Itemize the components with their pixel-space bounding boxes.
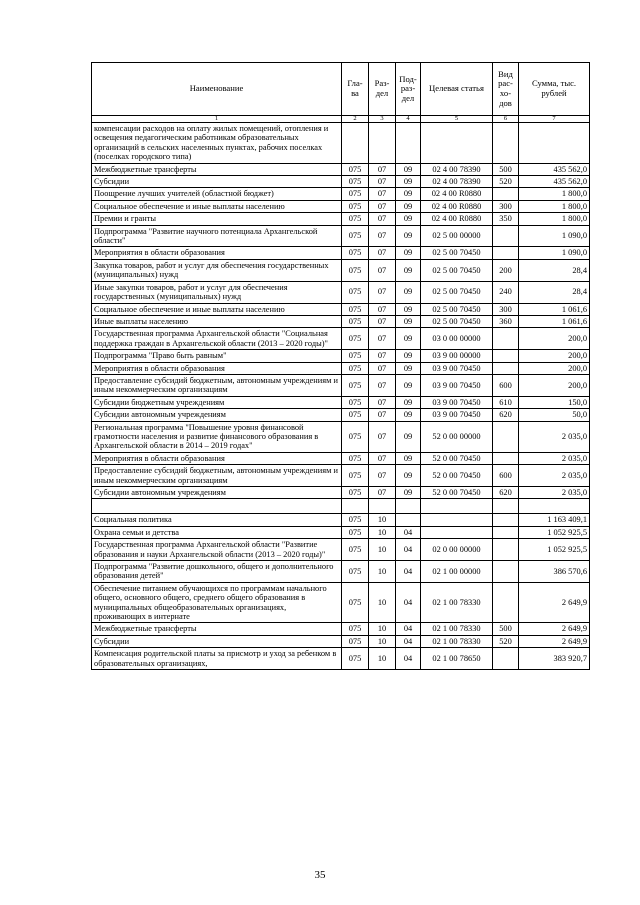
row-sum-cell: 1 800,0 [519,213,590,225]
row-podrazdel-cell: 09 [396,200,421,212]
header-name: Наименование [92,63,342,116]
row-vid-cell: 520 [493,635,519,647]
table-row [92,303,590,315]
row-glava-cell: 075 [342,176,369,188]
row-vid-cell: 600 [493,374,519,396]
table-row [92,350,590,362]
row-glava-cell: 075 [342,487,369,499]
row-sum-cell: 1 061,6 [519,315,590,327]
row-name-cell: Социальное обеспечение и иные выплаты населению [92,303,342,315]
row-target-cell: 03 9 00 70450 [421,396,493,408]
table-row [92,188,590,200]
row-podrazdel-cell: 04 [396,635,421,647]
row-target-cell: 02 4 00 78390 [421,163,493,175]
row-vid-cell [493,225,519,247]
row-glava-cell: 075 [342,635,369,647]
row-razdel-cell: 07 [369,315,396,327]
row-vid-cell [493,421,519,452]
row-name-cell: Компенсация родительской платы за присмотр и уход за ребенком в образовательных организациях, [92,648,342,670]
row-razdel-cell: 10 [369,526,396,538]
row-razdel-cell: 07 [369,247,396,259]
row-podrazdel-cell: 09 [396,409,421,421]
row-vid-cell [493,514,519,526]
row-target-cell: 03 9 00 70450 [421,409,493,421]
row-vid-cell: 620 [493,487,519,499]
row-vid-cell: 600 [493,465,519,487]
row-glava-cell: 075 [342,225,369,247]
row-glava-cell: 075 [342,582,369,623]
table-row [92,281,590,303]
row-glava-cell: 075 [342,328,369,350]
row-razdel-cell: 07 [369,163,396,175]
row-target-cell: 03 0 00 00000 [421,328,493,350]
row-sum-cell [519,499,590,514]
row-podrazdel-cell: 09 [396,421,421,452]
row-vid-cell [493,350,519,362]
row-glava-cell: 075 [342,315,369,327]
row-name-cell: Субсидии автономным учреждениям [92,409,342,421]
header-sum: Сумма, тыс. рублей [519,63,590,116]
row-vid-cell [493,247,519,259]
row-podrazdel-cell: 09 [396,465,421,487]
table-row [92,374,590,396]
row-sum-cell: 200,0 [519,350,590,362]
row-name-cell: Социальное обеспечение и иные выплаты населению [92,200,342,212]
row-glava-cell: 075 [342,452,369,464]
row-vid-cell: 200 [493,259,519,281]
row-target-cell: 52 0 00 70450 [421,452,493,464]
row-target-cell: 02 5 00 70450 [421,247,493,259]
row-target-cell [421,514,493,526]
row-sum-cell: 200,0 [519,374,590,396]
row-podrazdel-cell: 04 [396,539,421,561]
column-number: 5 [421,116,493,123]
row-target-cell: 02 4 00 78390 [421,176,493,188]
row-podrazdel-cell: 09 [396,452,421,464]
row-sum-cell: 150,0 [519,396,590,408]
row-podrazdel-cell [396,514,421,526]
column-number-row [92,116,590,123]
row-vid-cell: 520 [493,176,519,188]
row-razdel-cell: 07 [369,396,396,408]
row-vid-cell: 500 [493,623,519,635]
table-row [92,409,590,421]
row-name-cell: Премии и гранты [92,213,342,225]
row-sum-cell: 435 562,0 [519,176,590,188]
header-glava: Гла-ва [342,63,369,116]
row-glava-cell: 075 [342,200,369,212]
row-sum-cell: 383 920,7 [519,648,590,670]
row-name-cell: Поощрение лучших учителей (областной бюджет) [92,188,342,200]
table-row [92,163,590,175]
row-podrazdel-cell: 09 [396,328,421,350]
row-razdel-cell: 07 [369,176,396,188]
row-glava-cell: 075 [342,350,369,362]
row-glava-cell: 075 [342,247,369,259]
row-target-cell: 03 9 00 70450 [421,362,493,374]
table-row [92,123,590,164]
row-name-cell: Субсидии бюджетным учреждениям [92,396,342,408]
row-vid-cell: 240 [493,281,519,303]
row-glava-cell [342,123,369,164]
row-sum-cell: 200,0 [519,328,590,350]
column-number: 1 [92,116,342,123]
row-razdel-cell: 07 [369,328,396,350]
table-row [92,526,590,538]
table-row [92,396,590,408]
row-sum-cell: 1 052 925,5 [519,539,590,561]
row-podrazdel-cell: 04 [396,582,421,623]
row-name-cell: Межбюджетные трансферты [92,623,342,635]
header-podrazdel: Под-раз-дел [396,63,421,116]
row-razdel-cell: 10 [369,582,396,623]
row-target-cell [421,526,493,538]
row-target-cell: 52 0 00 70450 [421,487,493,499]
row-podrazdel-cell: 09 [396,247,421,259]
row-sum-cell: 1 163 409,1 [519,514,590,526]
row-name-cell: Мероприятия в области образования [92,362,342,374]
row-sum-cell: 435 562,0 [519,163,590,175]
row-vid-cell [493,582,519,623]
row-target-cell: 03 9 00 00000 [421,350,493,362]
row-glava-cell: 075 [342,539,369,561]
row-razdel-cell [369,499,396,514]
table-row [92,176,590,188]
row-sum-cell: 50,0 [519,409,590,421]
row-sum-cell: 2 035,0 [519,487,590,499]
budget-table [91,62,590,670]
row-name-cell: Предоставление субсидий бюджетным, автономным учреждениям и иным некоммерческим организациям [92,465,342,487]
row-name-cell: Региональная программа "Повышение уровня финансовой грамотности населения и развитие финансового образования в Архангельской области в 2014 – 2019 годах" [92,421,342,452]
row-vid-cell [493,526,519,538]
row-vid-cell [493,123,519,164]
row-sum-cell: 2 649,9 [519,582,590,623]
table-row [92,328,590,350]
row-target-cell: 02 1 00 78650 [421,648,493,670]
row-razdel-cell: 10 [369,514,396,526]
row-name-cell [92,499,342,514]
row-razdel-cell: 07 [369,487,396,499]
row-podrazdel-cell: 04 [396,623,421,635]
row-name-cell: Государственная программа Архангельской области "Социальная поддержка граждан в Архангельской области (2013 – 2020 годы)" [92,328,342,350]
row-vid-cell: 300 [493,200,519,212]
table-row [92,421,590,452]
table-row [92,514,590,526]
row-razdel-cell: 07 [369,465,396,487]
table-row [92,465,590,487]
row-glava-cell: 075 [342,396,369,408]
row-podrazdel-cell [396,123,421,164]
row-vid-cell: 350 [493,213,519,225]
table-row [92,225,590,247]
row-razdel-cell: 07 [369,452,396,464]
row-sum-cell: 2 035,0 [519,465,590,487]
row-name-cell: компенсации расходов на оплату жилых помещений, отопления и освещения педагогическим работникам образовательных организаций в сельских населенных пунктах, рабочих поселках (поселках городского типа) [92,123,342,164]
row-razdel-cell [369,123,396,164]
row-glava-cell: 075 [342,526,369,538]
row-target-cell [421,123,493,164]
row-glava-cell: 075 [342,213,369,225]
row-razdel-cell: 07 [369,409,396,421]
row-sum-cell: 28,4 [519,259,590,281]
row-name-cell: Обеспечение питанием обучающихся по программам начального общего, основного общего, среднего общего образования в муниципальных общеобразовательных организациях, проживающих в интернате [92,582,342,623]
row-glava-cell: 075 [342,362,369,374]
table-row [92,200,590,212]
row-podrazdel-cell: 09 [396,188,421,200]
row-razdel-cell: 07 [369,421,396,452]
row-target-cell: 02 5 00 70450 [421,259,493,281]
table-row [92,623,590,635]
row-name-cell: Иные выплаты населению [92,315,342,327]
row-razdel-cell: 10 [369,561,396,583]
table-row [92,561,590,583]
row-sum-cell: 1 800,0 [519,200,590,212]
row-razdel-cell: 10 [369,623,396,635]
row-name-cell: Мероприятия в области образования [92,452,342,464]
row-vid-cell [493,561,519,583]
row-podrazdel-cell: 04 [396,561,421,583]
row-sum-cell: 1 052 925,5 [519,526,590,538]
row-razdel-cell: 07 [369,225,396,247]
row-podrazdel-cell: 09 [396,176,421,188]
row-target-cell [421,499,493,514]
row-glava-cell: 075 [342,421,369,452]
row-sum-cell: 1 800,0 [519,188,590,200]
row-name-cell: Охрана семьи и детства [92,526,342,538]
row-vid-cell [493,188,519,200]
column-number: 3 [369,116,396,123]
row-glava-cell [342,499,369,514]
row-glava-cell: 075 [342,303,369,315]
row-name-cell: Подпрограмма "Развитие дошкольного, общего и дополнительного образования детей" [92,561,342,583]
row-vid-cell [493,328,519,350]
table-row [92,635,590,647]
row-podrazdel-cell: 09 [396,374,421,396]
table-row [92,452,590,464]
row-vid-cell: 620 [493,409,519,421]
row-razdel-cell: 07 [369,281,396,303]
row-name-cell: Иные закупки товаров, работ и услуг для обеспечения государственных (муниципальных) нужд [92,281,342,303]
row-glava-cell: 075 [342,465,369,487]
row-vid-cell: 300 [493,303,519,315]
table-row [92,362,590,374]
row-vid-cell [493,499,519,514]
row-razdel-cell: 07 [369,350,396,362]
row-sum-cell [519,123,590,164]
table-row [92,539,590,561]
row-target-cell: 02 4 00 R0880 [421,200,493,212]
row-podrazdel-cell: 09 [396,487,421,499]
row-glava-cell: 075 [342,374,369,396]
row-podrazdel-cell: 09 [396,303,421,315]
row-podrazdel-cell: 09 [396,315,421,327]
row-podrazdel-cell: 09 [396,350,421,362]
table-row [92,582,590,623]
row-razdel-cell: 10 [369,648,396,670]
row-razdel-cell: 07 [369,303,396,315]
row-sum-cell: 2 035,0 [519,421,590,452]
row-glava-cell: 075 [342,648,369,670]
table-row [92,259,590,281]
row-podrazdel-cell [396,499,421,514]
row-sum-cell: 1 061,6 [519,303,590,315]
row-razdel-cell: 07 [369,259,396,281]
row-razdel-cell: 07 [369,374,396,396]
row-target-cell: 02 5 00 70450 [421,281,493,303]
page-number: 35 [314,869,326,881]
row-target-cell: 02 1 00 78330 [421,635,493,647]
row-target-cell: 02 5 00 00000 [421,225,493,247]
header-vid: Вид рас-хо-дов [493,63,519,116]
row-podrazdel-cell: 09 [396,281,421,303]
row-podrazdel-cell: 09 [396,396,421,408]
row-target-cell: 02 1 00 00000 [421,561,493,583]
row-podrazdel-cell: 09 [396,225,421,247]
row-sum-cell: 2 035,0 [519,452,590,464]
table-row [92,499,590,514]
table-row [92,487,590,499]
table-row [92,315,590,327]
row-vid-cell [493,362,519,374]
row-glava-cell: 075 [342,188,369,200]
row-podrazdel-cell: 04 [396,526,421,538]
row-vid-cell: 360 [493,315,519,327]
row-name-cell: Субсидии автономным учреждениям [92,487,342,499]
row-glava-cell: 075 [342,409,369,421]
row-name-cell: Подпрограмма "Развитие научного потенциала Архангельской области" [92,225,342,247]
column-number: 6 [493,116,519,123]
row-sum-cell: 2 649,9 [519,623,590,635]
row-razdel-cell: 07 [369,362,396,374]
row-name-cell: Подпрограмма "Право быть равным" [92,350,342,362]
row-sum-cell: 1 090,0 [519,225,590,247]
row-name-cell: Субсидии [92,176,342,188]
row-name-cell: Предоставление субсидий бюджетным, автономным учреждениям и иным некоммерческим организациям [92,374,342,396]
row-glava-cell: 075 [342,259,369,281]
row-razdel-cell: 07 [369,188,396,200]
row-podrazdel-cell: 09 [396,213,421,225]
row-target-cell: 02 1 00 78330 [421,623,493,635]
row-vid-cell [493,539,519,561]
column-number: 7 [519,116,590,123]
table-header-row [92,63,590,116]
row-podrazdel-cell: 09 [396,259,421,281]
row-razdel-cell: 07 [369,200,396,212]
row-name-cell: Мероприятия в области образования [92,247,342,259]
column-number: 4 [396,116,421,123]
table-row [92,213,590,225]
row-target-cell: 52 0 00 00000 [421,421,493,452]
header-target: Целевая статья [421,63,493,116]
row-target-cell: 02 4 00 R0880 [421,188,493,200]
row-podrazdel-cell: 09 [396,163,421,175]
row-glava-cell: 075 [342,163,369,175]
row-razdel-cell: 10 [369,635,396,647]
row-target-cell: 02 5 00 70450 [421,315,493,327]
row-name-cell: Субсидии [92,635,342,647]
row-vid-cell [493,452,519,464]
row-target-cell: 02 5 00 70450 [421,303,493,315]
row-name-cell: Закупка товаров, работ и услуг для обеспечения государственных (муниципальных) нужд [92,259,342,281]
row-podrazdel-cell: 04 [396,648,421,670]
row-target-cell: 52 0 00 70450 [421,465,493,487]
row-name-cell: Социальная политика [92,514,342,526]
row-sum-cell: 1 090,0 [519,247,590,259]
row-glava-cell: 075 [342,281,369,303]
row-target-cell: 03 9 00 70450 [421,374,493,396]
header-razdel: Раз-дел [369,63,396,116]
row-sum-cell: 200,0 [519,362,590,374]
row-podrazdel-cell: 09 [396,362,421,374]
row-sum-cell: 2 649,9 [519,635,590,647]
table-row [92,648,590,670]
row-vid-cell [493,648,519,670]
row-name-cell: Государственная программа Архангельской области "Развитие образования и науки Архангельской области (2013 – 2020 годы)" [92,539,342,561]
row-sum-cell: 28,4 [519,281,590,303]
column-number: 2 [342,116,369,123]
row-sum-cell: 386 570,6 [519,561,590,583]
row-glava-cell: 075 [342,561,369,583]
row-target-cell: 02 0 00 00000 [421,539,493,561]
table-row [92,247,590,259]
row-target-cell: 02 1 00 78330 [421,582,493,623]
row-razdel-cell: 10 [369,539,396,561]
row-glava-cell: 075 [342,514,369,526]
row-name-cell: Межбюджетные трансферты [92,163,342,175]
row-razdel-cell: 07 [369,213,396,225]
row-vid-cell: 500 [493,163,519,175]
row-target-cell: 02 4 00 R0880 [421,213,493,225]
row-vid-cell: 610 [493,396,519,408]
row-glava-cell: 075 [342,623,369,635]
